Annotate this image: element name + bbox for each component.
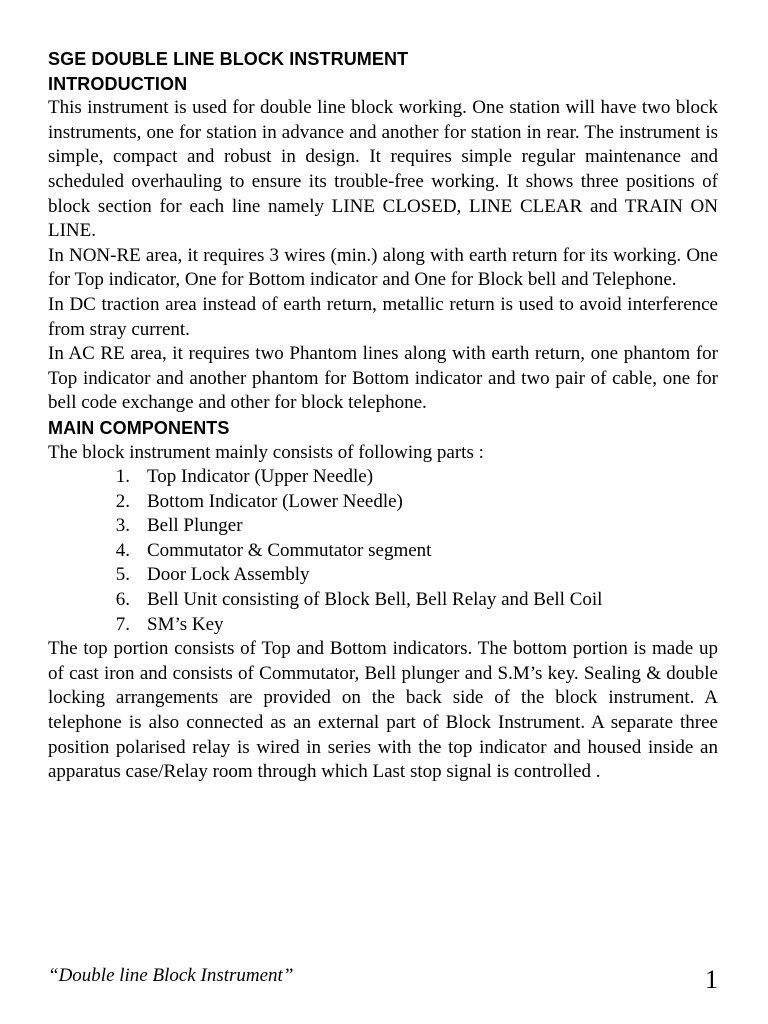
page-number: 1 [705, 965, 718, 994]
list-item-number: 4. [115, 539, 130, 561]
list-item [48, 563, 718, 588]
list-item-number: 1. [115, 466, 130, 488]
list-item [48, 514, 718, 539]
list-item-text: Top Indicator (Upper Needle) [147, 466, 374, 488]
list-item [48, 539, 718, 564]
list-item-number: 3. [115, 515, 130, 537]
list-item [48, 490, 718, 515]
introduction-heading: INTRODUCTION [48, 73, 188, 94]
components-list [48, 465, 718, 637]
intro-paragraph: This instrument is used for double line block working. One station will have two block instruments, one for station in advance and another for station in rear. The instrument is simple, compact and robust in design. It requires simple regular maintenance and scheduled overhauling to ensure its trouble-free working. It shows three positions of block section for each line namely LINE CLOSED, LINE CLEAR and TRAIN ON LINE. [48, 97, 718, 242]
list-item-text: Bell Unit consisting of Block Bell, Bell Relay and Bell Coil [147, 589, 603, 611]
intro-paragraph: In DC traction area instead of earth return, metallic return is used to avoid interference from stray current. [48, 293, 718, 340]
footer-title: “Double line Block Instrument” [48, 965, 294, 986]
list-item-text: Bell Plunger [147, 515, 243, 537]
closing-paragraph: The top portion consists of Top and Bottom indicators. The bottom portion is made up of cast iron and consists of Commutator, Bell plunger and S.M’s key. Sealing & double locking arrangements are provided on the back side of the block instrument. A telephone is also connected as an external part of Block Instrument. A separate three position polarised relay is wired in series with the top indicator and housed inside an apparatus case/Relay room through which Last stop signal is controlled . [48, 638, 718, 783]
document-title: SGE DOUBLE LINE BLOCK INSTRUMENT [48, 49, 409, 69]
list-item-text: SM’s Key [147, 613, 224, 635]
list-item [48, 588, 718, 613]
list-item [48, 465, 718, 490]
main-components-heading: MAIN COMPONENTS [48, 417, 230, 438]
list-item-number: 7. [115, 613, 130, 635]
list-item-text: Commutator & Commutator segment [147, 539, 432, 561]
list-item-number: 5. [115, 564, 130, 586]
list-item-number: 2. [115, 490, 130, 512]
document-page [48, 47, 718, 785]
list-item-text: Bottom Indicator (Lower Needle) [147, 490, 403, 512]
list-item-number: 6. [115, 589, 130, 611]
list-item-text: Door Lock Assembly [147, 564, 310, 586]
intro-paragraph: In AC RE area, it requires two Phantom lines along with earth return, one phantom for Top indicator and another phantom for Bottom indicator and two pair of cable, one for bell code exchange and other for block telephone. [48, 343, 718, 414]
components-intro: The block instrument mainly consists of following parts : [48, 441, 484, 463]
intro-paragraph: In NON-RE area, it requires 3 wires (min.) along with earth return for its working. One for Top indicator, One for Bottom indicator and One for Block bell and Telephone. [48, 244, 718, 291]
list-item [48, 613, 718, 638]
